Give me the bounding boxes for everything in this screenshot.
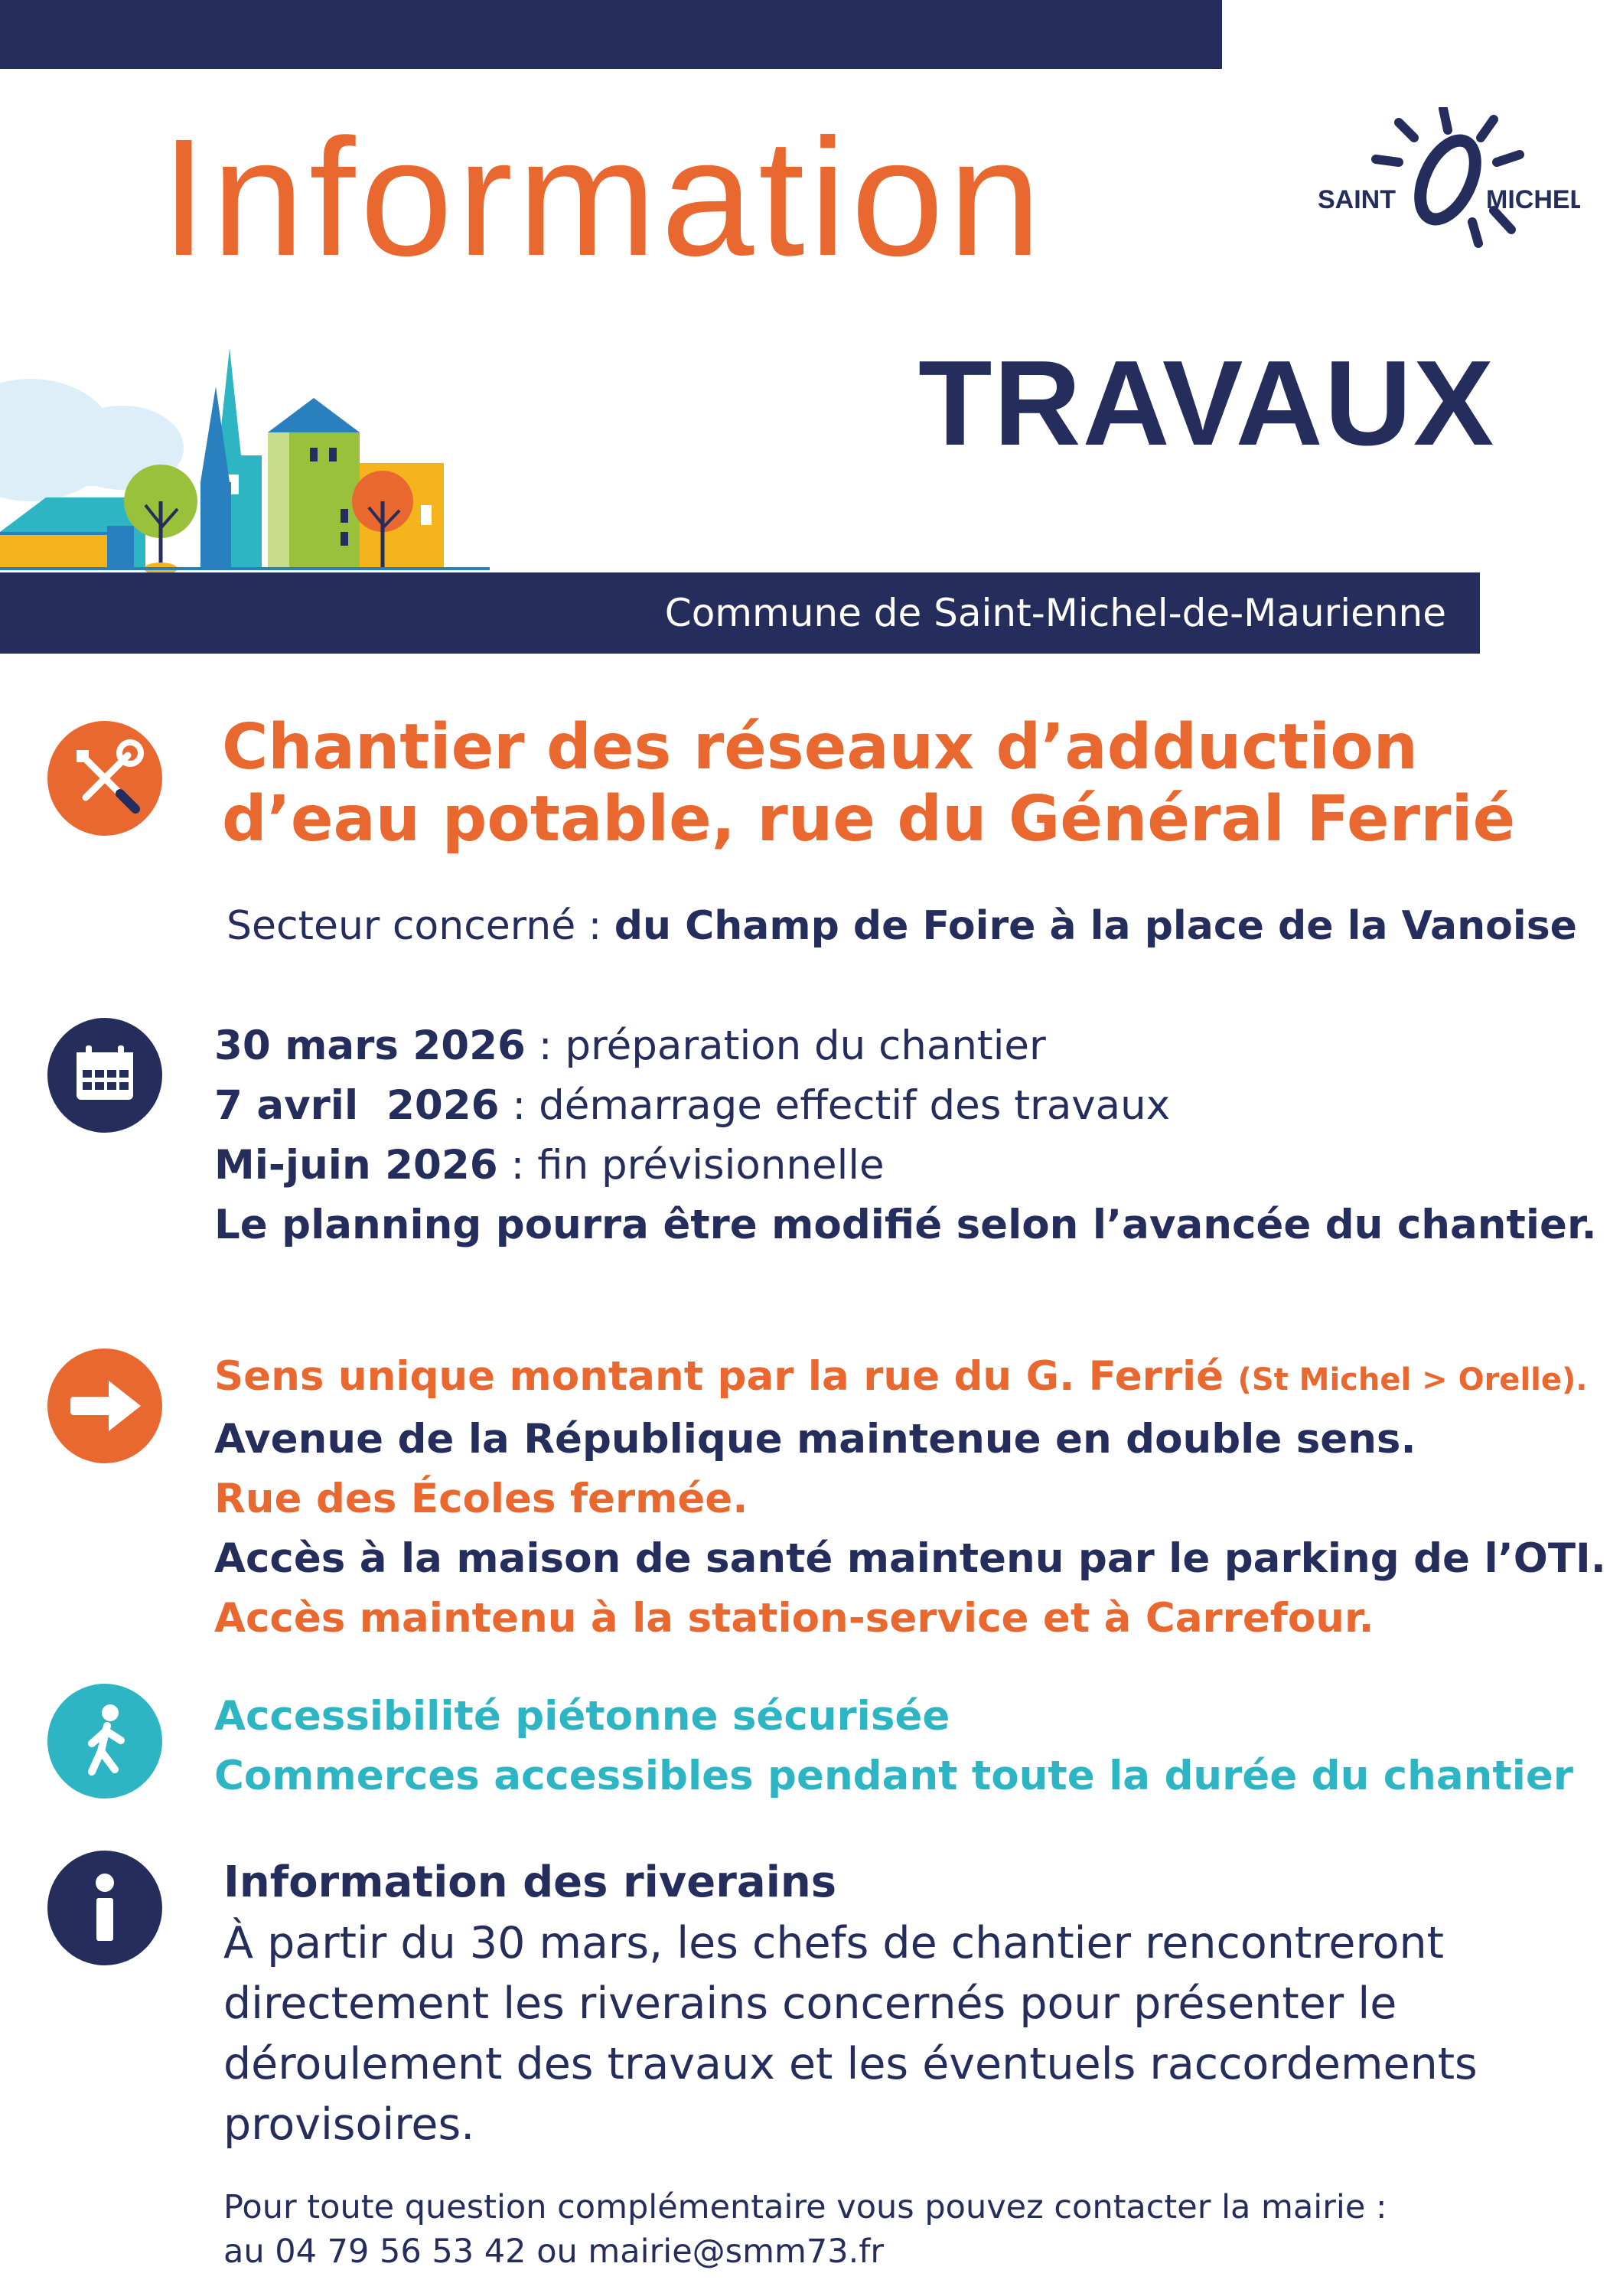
planning-text: : démarrage effectif des travaux — [499, 1082, 1171, 1129]
traffic-line-3: Rue des Écoles fermée. — [214, 1476, 748, 1522]
traffic-line-1-note: (St Michel > Orelle). — [1237, 1362, 1588, 1397]
pedestrian-line-2: Commerces accessibles pendant toute la durée du chantier — [214, 1753, 1573, 1799]
arrow-right-icon — [47, 1349, 162, 1463]
riverains-line: directement les riverains concernés pour présenter le — [223, 1978, 1397, 2029]
town-illustration — [0, 348, 490, 578]
footer-contact — [223, 2185, 1387, 2274]
pedestrian-icon — [47, 1684, 162, 1799]
planning-date: 30 mars 2026 — [214, 1022, 526, 1069]
riverains-info — [223, 1852, 1478, 2155]
sector-value: du Champ de Foire à la place de la Vanoise — [614, 903, 1577, 949]
traffic-line-1 — [214, 1347, 1606, 1410]
tools-icon — [47, 721, 162, 836]
planning-note: Le planning pourra être modifié selon l’avancée du chantier. — [214, 1202, 1597, 1248]
project-heading-line2: d’eau potable, rue du Général Ferrié — [222, 783, 1516, 856]
footer-line-1: Pour toute question complémentaire vous pouvez contacter la mairie : — [223, 2188, 1387, 2226]
svg-text:MICHEL: MICHEL — [1486, 185, 1580, 214]
planning-date: 7 avril 2026 — [214, 1082, 500, 1129]
traffic-line-2: Avenue de la République maintenue en double sens. — [214, 1416, 1416, 1463]
calendar-icon — [47, 1018, 162, 1133]
page-subtitle: TRAVAUX — [918, 336, 1496, 471]
planning-list — [214, 1016, 1597, 1255]
riverains-line: déroulement des travaux et les éventuels raccordements — [223, 2039, 1478, 2089]
project-heading — [222, 712, 1515, 856]
sector-label: Secteur concerné : — [227, 903, 602, 949]
svg-text:SAINT: SAINT — [1318, 185, 1396, 214]
riverains-title: Information des riverains — [223, 1857, 837, 1907]
pedestrian-line-1: Accessibilité piétonne sécurisée — [214, 1693, 950, 1740]
page-title: Information — [161, 105, 1046, 291]
riverains-line: provisoires. — [223, 2099, 475, 2150]
traffic-line-1-text: Sens unique montant par la rue du G. Ferrié — [214, 1353, 1224, 1400]
planning-item — [214, 1016, 1597, 1076]
planning-item — [214, 1076, 1597, 1136]
traffic-line-5: Accès maintenu à la station-service et à Carrefour. — [214, 1595, 1374, 1642]
saint-michel-logo — [1316, 107, 1580, 249]
riverains-line: À partir du 30 mars, les chefs de chantier rencontreront — [223, 1918, 1444, 1968]
planning-item — [214, 1136, 1597, 1195]
traffic-line-4: Accès à la maison de santé maintenu par le parking de l’OTI. — [214, 1535, 1606, 1582]
footer-line-2: au 04 79 56 53 42 ou mairie@smm73.fr — [223, 2232, 885, 2271]
pedestrian-info — [214, 1687, 1573, 1806]
sector-line — [227, 899, 1577, 953]
planning-text: : fin prévisionnelle — [497, 1142, 885, 1189]
traffic-info — [214, 1347, 1606, 1649]
info-icon — [47, 1851, 162, 1965]
project-heading-line1: Chantier des réseaux d’adduction — [222, 711, 1419, 784]
top-banner-bar — [0, 0, 1222, 69]
sun-logo-icon — [1316, 107, 1580, 249]
planning-date: Mi-juin 2026 — [214, 1142, 498, 1189]
commune-banner — [0, 572, 1480, 654]
commune-name: Commune de Saint-Michel-de-Maurienne — [664, 591, 1446, 635]
planning-text: : préparation du chantier — [525, 1022, 1046, 1069]
